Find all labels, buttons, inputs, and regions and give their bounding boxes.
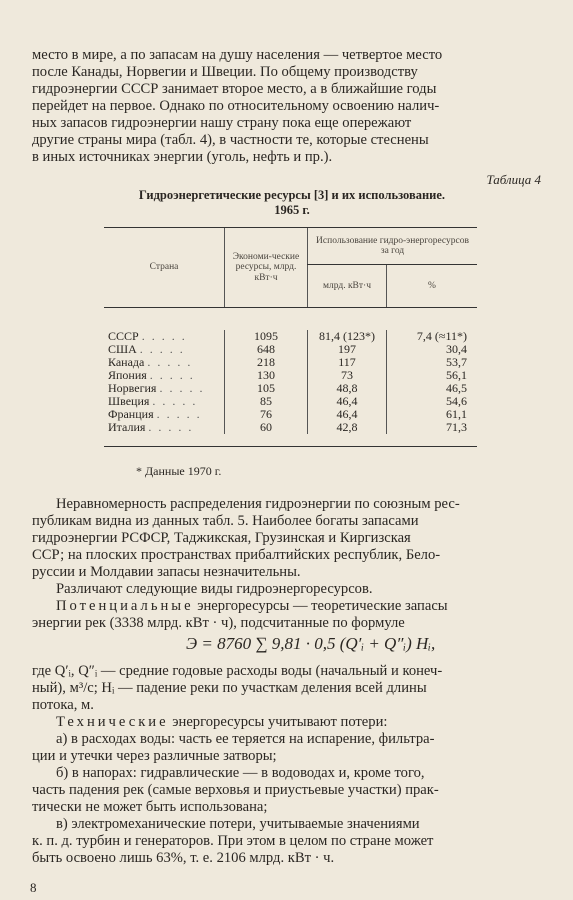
usage-value: 117 [308,356,387,369]
country-name: США [108,342,137,356]
resources-value: 60 [225,421,308,434]
list-item: а) в расходах воды: часть ее теряется на испарение, фильтра- [56,731,435,747]
country-name: Италия [108,420,146,434]
resources-value: 130 [225,369,308,382]
text-fragment: энергоресурсы — теоретические запасы [193,598,448,614]
list-item: часть падения рек (самые верховья и приустьевые участки) прак- [32,782,439,798]
usage-percent: 30,4 [387,343,478,356]
text-line: перейдет на первое. Однако по относительному освоению налич- [32,98,440,114]
hydro-resources-table [104,227,477,447]
text-line: публикам видна из данных табл. 5. Наиболее богаты запасами [32,513,419,529]
table-label: Таблица 4 [486,172,541,187]
table-footnote: * Данные 1970 г. [136,464,222,478]
text-line: энергии рек (3338 млрд. кВт · ч), подсчитанные по формуле [32,615,405,631]
text-line: гидроэнергии РСФСР, Таджикская, Грузинская и Киргизская [32,530,411,546]
republics-paragraph [32,496,552,632]
list-item: ции и утечки через различные затворы; [32,748,277,764]
text-line: ССР; на плоских пространствах прибалтийских республик, Бело- [32,547,441,563]
text-line: Различают следующие виды гидроэнергоресурсов. [56,581,373,597]
country-name: Франция [108,407,154,421]
text-fragment: энергоресурсы учитывают потери: [168,714,388,730]
term-technical: Технические [56,714,169,730]
resources-value: 105 [225,382,308,395]
term-potential: Потенциальные [56,598,194,614]
list-item: в) электромеханические потери, учитываемые значениями [56,816,420,832]
table-title [32,188,552,218]
usage-value: 48,8 [308,382,387,395]
text-line: потока, м. [32,697,94,713]
leader-dots: . . . . . [149,368,195,382]
header-country: Страна [104,228,225,308]
country-name: Япония [108,368,147,382]
text-line: после Канады, Норвегии и Швеции. По общему производству [32,64,418,80]
table-row [104,421,477,434]
country-name: СССР [108,329,139,343]
leader-dots: . . . . . [141,329,187,343]
usage-value: 46,4 [308,395,387,408]
leader-dots: . . . . . [139,342,185,356]
technical-line [32,714,552,731]
energy-formula: Э = 8760 ∑ 9,81 · 0,5 (Q′ᵢ + Q″ᵢ) Hᵢ, [186,634,436,653]
list-item: тически не может быть использована; [32,799,268,815]
text-line: гидроэнергии СССР занимает второе место, а в ближайшие годы [32,81,437,97]
usage-value: 73 [308,369,387,382]
header-usage: Использование гидро-энергоресурсов за год [308,228,478,265]
usage-percent: 46,5 [387,382,478,395]
list-item: к. п. д. турбин и генераторов. При этом в целом по стране может [32,833,434,849]
text-line: где Q′ᵢ, Q″ᵢ — средние годовые расходы воды (начальный и конеч- [32,663,443,679]
leader-dots: . . . . . [159,381,205,395]
country-name: Канада [108,355,145,369]
usage-percent: 53,7 [387,356,478,369]
text-line: в иных источниках энергии (уголь, нефть и пр.). [32,149,333,165]
table-title-line: Гидроэнергетические ресурсы [3] и их использование. [138,188,446,202]
header-usage-pct: % [387,265,478,308]
usage-percent: 7,4 (≈11*) [387,330,478,343]
header-resources: Экономи-ческие ресурсы, млрд. кВт·ч [225,228,308,308]
resources-value: 218 [225,356,308,369]
usage-value: 42,8 [308,421,387,434]
text-line: ный), м³/с; Hᵢ — падение реки по участкам деления всей длины [32,680,427,696]
leader-dots: . . . . . [147,355,193,369]
resources-value: 76 [225,408,308,421]
page-number: 8 [30,880,37,895]
usage-value: 81,4 (123*) [308,330,387,343]
leader-dots: . . . . . [148,420,194,434]
usage-percent: 56,1 [387,369,478,382]
usage-percent: 54,6 [387,395,478,408]
header-usage-mlrd: млрд. кВт·ч [308,265,387,308]
list-item: б) в напорах: гидравлические — в водоводах и, кроме того, [56,765,425,781]
usage-percent: 71,3 [387,421,478,434]
resources-value: 1095 [225,330,308,343]
text-line: Неравномерность распределения гидроэнергии по союзным рес- [56,496,460,512]
resources-value: 648 [225,343,308,356]
leader-dots: . . . . . [156,407,202,421]
definitions-block [32,663,552,867]
leader-dots: . . . . . [152,394,198,408]
resources-value: 85 [225,395,308,408]
usage-percent: 61,1 [387,408,478,421]
text-line: место в мире, а по запасам на душу населения — четвертое место [32,47,443,63]
usage-value: 46,4 [308,408,387,421]
usage-value: 197 [308,343,387,356]
list-item: быть освоено лишь 63%, т. е. 2106 млрд. кВт · ч. [32,850,335,866]
text-line: руссии и Молдавии запасы незначительны. [32,564,301,580]
text-line: ных запасов гидроэнергии нашу страну пока еще опережают [32,115,412,131]
country-name: Норвегия [108,381,157,395]
intro-paragraph [32,47,552,166]
country-name: Швеция [108,394,150,408]
potential-line [32,598,552,615]
table-title-year: 1965 г. [274,203,310,217]
text-line: другие страны мира (табл. 4), в частности те, которые стеснены [32,132,429,148]
